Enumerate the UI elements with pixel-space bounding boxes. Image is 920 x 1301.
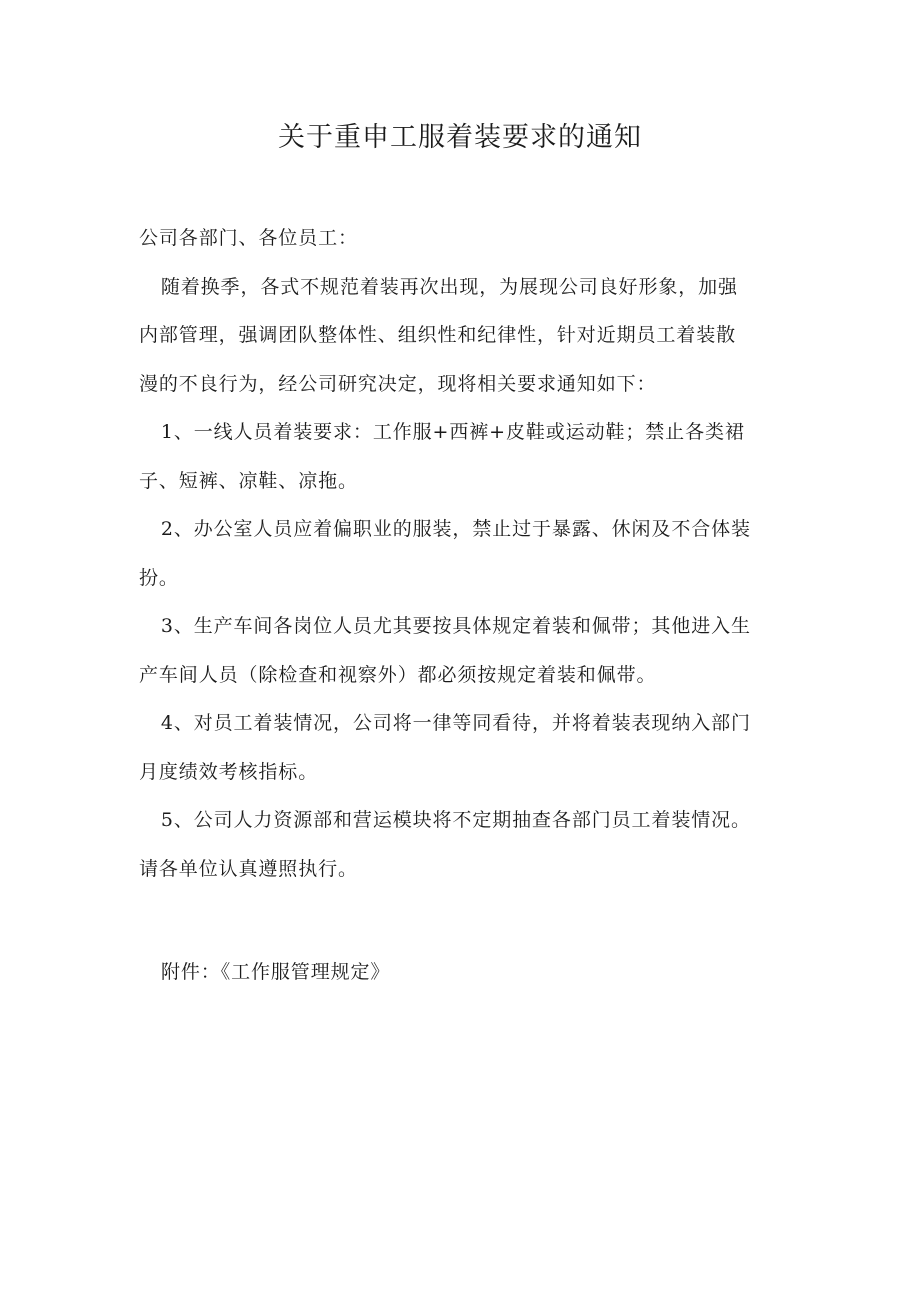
- document-body: [139, 214, 751, 893]
- requirement-item-4: 4、对员工着装情况，公司将一律等同看待，并将着装表现纳入部门月度绩效考核指标。: [139, 712, 751, 783]
- attachment-line: 附件：《工作服管理规定》: [161, 961, 391, 983]
- document-title: 关于重申工服着装要求的通知: [278, 122, 642, 153]
- requirement-item-3: 3、生产车间各岗位人员尤其要按具体规定着装和佩带；其他进入生产车间人员（除检查和视察外）都必须按规定着装和佩带。: [139, 615, 751, 686]
- requirement-item-2: 2、办公室人员应着偏职业的服装，禁止过于暴露、休闲及不合体装扮。: [139, 518, 751, 589]
- intro-paragraph: 随着换季，各式不规范着装再次出现，为展现公司良好形象，加强内部管理，强调团队整体性、组织性和纪律性，针对近期员工着装散漫的不良行为，经公司研究决定，现将相关要求通知如下：: [139, 275, 738, 395]
- requirement-item-5: 5、公司人力资源部和营运模块将不定期抽查各部门员工着装情况。: [160, 809, 751, 831]
- requirement-item-1: 1、一线人员着装要求：工作服+西裤+皮鞋或运动鞋；禁止各类裙子、短裤、凉鞋、凉拖。: [139, 421, 745, 492]
- closing-line: 请各单位认真遵照执行。: [139, 857, 358, 880]
- salutation: 公司各部门、各位员工：: [139, 227, 358, 249]
